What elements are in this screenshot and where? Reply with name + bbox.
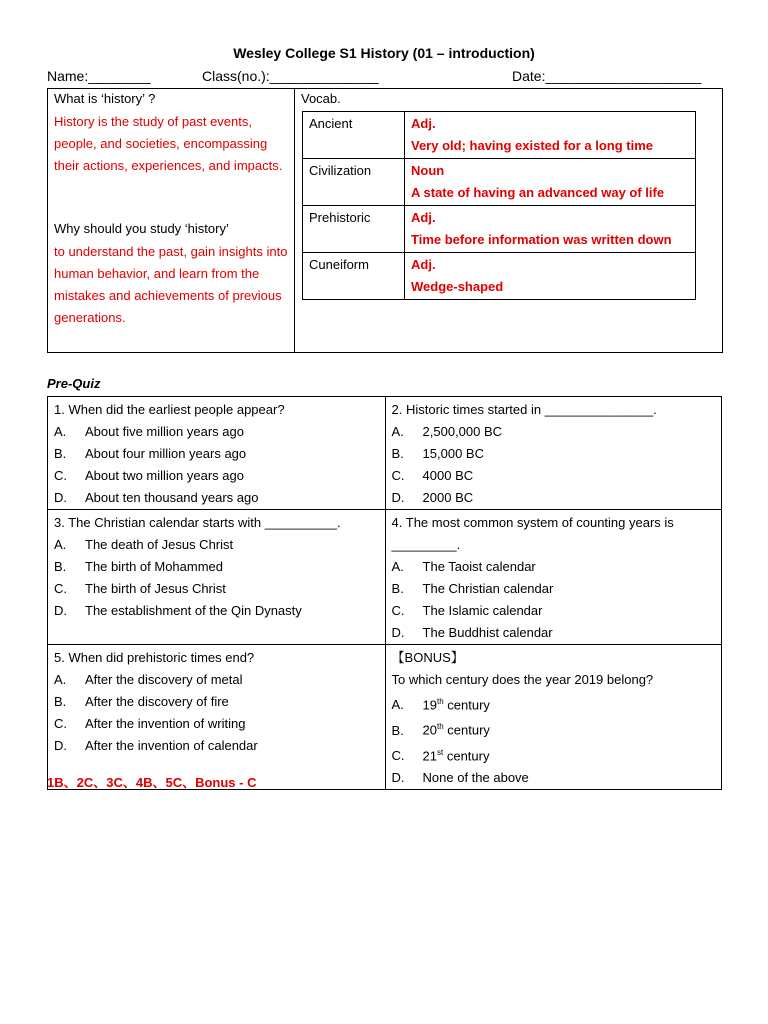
option-d[interactable]: D. 2000 BC [391,490,474,505]
option-d[interactable]: D. After the invention of calendar [54,738,258,753]
option-b[interactable]: B. About four million years ago [54,446,247,461]
quiz-question-3 [48,510,386,645]
vocab-def-text: A state of having an advanced way of life [411,185,665,200]
vocab-definition [405,159,696,206]
option-b[interactable]: B. 15,000 BC [391,446,484,461]
question-text: 2. Historic times started in _______________. [391,402,657,417]
class-field[interactable]: Class(no.):______________ [202,68,379,84]
quiz-question-1 [48,397,386,510]
question-text: 1. When did the earliest people appear? [54,402,285,417]
quiz-question-2 [385,397,721,510]
quiz-question-4 [385,510,721,645]
vocab-row [303,253,696,300]
question-text: 4. The most common system of counting years is [391,515,674,530]
option-a[interactable]: A. About five million years ago [54,424,244,439]
question-text: 5. When did prehistoric times end? [54,650,255,665]
prequiz-heading: Pre-Quiz [47,376,101,391]
option-a[interactable]: A. 2,500,000 BC [391,424,503,439]
option-c[interactable]: C. About two million years ago [54,468,244,483]
question-blank: _________. [391,537,461,552]
option-b[interactable]: B. After the discovery of fire [54,694,229,709]
option-c[interactable]: C. 4000 BC [391,468,474,483]
vocab-term: Cuneiform [303,253,405,300]
option-a[interactable]: A. 19th century [391,697,490,713]
option-c[interactable]: C. 21st century [391,747,490,763]
question-text: 3. The Christian calendar starts with __________. [54,515,341,530]
option-c[interactable]: C. The birth of Jesus Christ [54,581,226,596]
prequiz-table [47,396,722,790]
vocab-row [303,206,696,253]
vocab-pos: Noun [411,163,445,178]
answer-key: 1B、2C、3C、4B、5C、Bonus - C [47,775,257,790]
option-b[interactable]: B. The birth of Mohammed [54,559,224,574]
date-field[interactable]: Date:____________________ [512,68,702,84]
option-a[interactable]: A. The death of Jesus Christ [54,537,234,552]
answer-what-is-history: History is the study of past events, people, and societies, encompassing their actions, experiences, and impacts. [54,114,283,173]
vocab-term: Civilization [303,159,405,206]
vocab-label: Vocab. [301,91,341,106]
quiz-row [48,645,722,790]
question-text: To which century does the year 2019 belong? [391,672,654,687]
vocab-definition [405,112,696,159]
page-title: Wesley College S1 History (01 – introduction) [233,45,535,61]
vocab-table [302,111,696,300]
option-c[interactable]: C. The Islamic calendar [391,603,543,618]
quiz-question-5 [48,645,386,790]
vocab-row [303,112,696,159]
option-b[interactable]: B. The Christian calendar [391,581,554,596]
student-info-fields [47,68,727,86]
vocab-definition [405,206,696,253]
vocab-pos: Adj. [411,257,436,272]
vocab-term: Prehistoric [303,206,405,253]
question-what-is-history: What is ‘history’ ? [54,91,156,106]
vocab-def-text: Wedge-shaped [411,279,504,294]
option-d[interactable]: D. The establishment of the Qin Dynasty [54,603,302,618]
vocab-pos: Adj. [411,210,436,225]
vocab-pos: Adj. [411,116,436,131]
quiz-row [48,397,722,510]
intro-section [48,89,295,352]
vocab-definition [405,253,696,300]
option-b[interactable]: B. 20th century [391,722,490,738]
vocab-def-text: Time before information was written down [411,232,672,247]
quiz-row [48,510,722,645]
vocab-row [303,159,696,206]
option-d[interactable]: D. About ten thousand years ago [54,490,259,505]
option-a[interactable]: A. After the discovery of metal [54,672,243,687]
answer-why-study-history: to understand the past, gain insights into human behavior, and learn from the mistakes and achievements of previous generations. [54,244,288,325]
quiz-bonus-question [385,645,721,790]
bonus-label: 【BONUS】 [391,650,464,665]
question-why-study-history: Why should you study ‘history’ [54,221,229,236]
intro-box [47,88,723,353]
option-d[interactable]: D. None of the above [391,769,529,785]
vocab-term: Ancient [303,112,405,159]
option-c[interactable]: C. After the invention of writing [54,716,246,731]
option-d[interactable]: D. The Buddhist calendar [391,625,553,640]
option-a[interactable]: A. The Taoist calendar [391,559,536,574]
name-field[interactable]: Name:________ [47,68,151,84]
vocab-def-text: Very old; having existed for a long time [411,138,653,153]
